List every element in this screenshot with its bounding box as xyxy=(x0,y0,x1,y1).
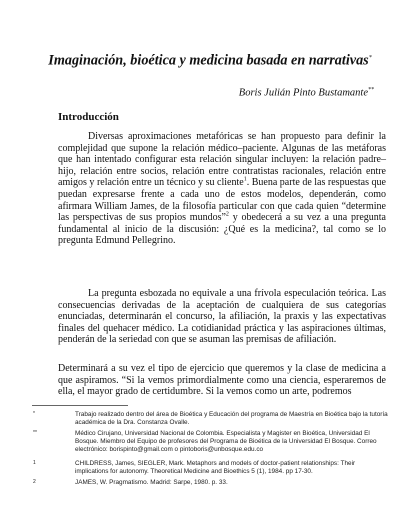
author-line xyxy=(239,87,374,99)
footnote-item xyxy=(33,430,388,454)
footnote-item xyxy=(33,479,388,487)
footnote-ref-2: 2 xyxy=(225,211,229,218)
footnote-text: Médico Cirujano, Universidad Nacional de Colombia. Especialista y Magister en Bioética, Universidad El Bosque. Miembro del Equipo de profesores del Programa de Bioética de la Universidad El Bosque. Correo electrónico: borispinto@gmail.com o pintoboris@unbosque.edu.co xyxy=(75,430,377,453)
footnote-item xyxy=(33,411,388,427)
footnote-item xyxy=(33,460,388,476)
article-title xyxy=(40,50,380,69)
footnote-text: CHILDRESS, James, SIEGLER, Mark. Metaphors and models of doctor-patient relationships: Their implications for autonomy. Theoretical Medicine and Bioethics 5 (1), 1984. pp 17-30. xyxy=(75,460,356,475)
title-text: Imaginación, bioética y medicina basada en narrativas xyxy=(48,52,369,69)
footnotes xyxy=(33,411,388,490)
footnote-divider xyxy=(32,405,128,406)
paragraph-1-part-3: y obedecerá a su vez a una pregunta fundamental al inicio de la discusión: ¿Qué es la medicina?, tal como se lo pregunta Edmund Pellegrino. xyxy=(58,212,386,247)
paragraph-2 xyxy=(58,288,386,346)
footnote-mark: * xyxy=(33,411,35,417)
author-name: Boris Julián Pinto Bustamante xyxy=(238,87,368,99)
author-footnote-mark: ** xyxy=(368,87,374,93)
section-heading: Introducción xyxy=(58,111,119,123)
footnote-mark: ** xyxy=(33,430,37,436)
footnote-text: Trabajo realizado dentro del área de Bioética y Educación del programa de Maestría en Bioética bajo la tutoría académica de la Dra. Constanza Ovalle. xyxy=(75,411,388,426)
title-footnote-mark: * xyxy=(368,55,372,61)
footnote-mark: 1 xyxy=(33,460,36,466)
paragraph-2-text: La pregunta esbozada no equivale a una frívola especulación teórica. Las consecuencias derivadas de la aceptación de cualquiera de sus categorías enunciadas, determinarán el concurso, la afiliación, la praxis y las expectativas finales del quehacer médico. La cotidianidad práctica y las aspiraciones últimas, penderán de la seriedad con que se asuman las premisas de afiliación. xyxy=(58,288,386,346)
paragraph-1 xyxy=(58,131,386,247)
paragraph-3-text: Determinará a su vez el tipo de ejercicio que queremos y la clase de medicina a que aspiramos. “Si la vemos primordialmente como una ciencia, esperaremos de ella, el mayor grado de certidumbre. Si la vemos como un arte, podremos xyxy=(58,363,386,398)
paragraph-3 xyxy=(58,363,386,398)
paragraph-1-part-1: Diversas aproximaciones metafóricas se han propuesto para definir la complejidad que supone la relación médico–paciente. Algunas de las metáforas que han intentado configurar esta relación singular incluyen: la relación padre–hijo, relación entre socios, relación entre contratistas racionales, relación entre amigos y relación entre un técnico y su cliente xyxy=(58,131,386,189)
paragraph-1-part-2: . Buena parte de las respuestas que puedan expresarse frente a cada uno de estos modelos, dependerán, como afirmara William James, de la filosofía particular con que cada quien “determine las perspectivas de sus propios mundos” xyxy=(58,177,386,224)
footnote-text: JAMES, W. Pragmatismo. Madrid: Sarpe, 1980. p. 33. xyxy=(75,479,228,486)
footnote-mark: 2 xyxy=(33,479,36,485)
footnote-ref-1: 1 xyxy=(243,177,247,184)
